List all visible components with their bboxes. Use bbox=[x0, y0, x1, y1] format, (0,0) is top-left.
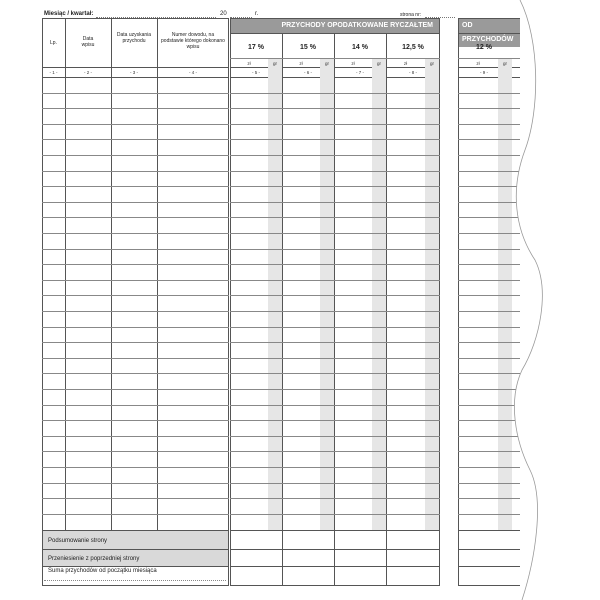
entry-row-line bbox=[230, 124, 440, 125]
column-number: - 3 - bbox=[129, 70, 138, 75]
entry-row-line bbox=[230, 327, 440, 328]
entry-row-line bbox=[230, 186, 440, 187]
rate-12-5: 12,5 % bbox=[402, 44, 424, 51]
column-number: - 9 - bbox=[479, 70, 488, 75]
entry-row-line bbox=[42, 280, 229, 281]
entry-row-line bbox=[42, 295, 229, 296]
entry-row-line bbox=[42, 171, 229, 172]
unit-zl: zł bbox=[351, 61, 355, 66]
second-group-title: OD PRZYCHODÓW bbox=[459, 19, 520, 47]
rate-17: 17 % bbox=[248, 44, 264, 51]
entry-row-line bbox=[42, 155, 229, 156]
column-number: - 2 - bbox=[83, 70, 92, 75]
entry-row-line bbox=[42, 202, 229, 203]
column-number: - 7 - bbox=[355, 70, 364, 75]
entry-row-line bbox=[42, 514, 229, 515]
entry-row-line bbox=[230, 498, 440, 499]
entry-row-line bbox=[42, 233, 229, 234]
column-number: - 8 - bbox=[408, 70, 417, 75]
entry-row-line bbox=[230, 108, 440, 109]
entry-row-line bbox=[230, 405, 440, 406]
entry-row-line bbox=[230, 389, 440, 390]
entry-row-line bbox=[230, 311, 440, 312]
entry-row-line bbox=[42, 405, 229, 406]
entry-row-line bbox=[42, 249, 229, 250]
column-number: - 1 - bbox=[49, 70, 58, 75]
unit-gr: gr bbox=[324, 61, 329, 66]
entry-row-line bbox=[230, 233, 440, 234]
entry-row-line bbox=[230, 436, 440, 437]
carried-over-label: Przeniesienie z poprzedniej strony bbox=[48, 556, 140, 562]
entry-row-line bbox=[230, 342, 440, 343]
entry-row-line bbox=[42, 373, 229, 374]
entry-row-line bbox=[230, 467, 440, 468]
entry-row-line bbox=[230, 451, 440, 452]
unit-gr: gr bbox=[376, 61, 381, 66]
entry-row-line bbox=[230, 420, 440, 421]
page-number-label: strona nr: bbox=[400, 12, 422, 18]
column-number: - 4 - bbox=[188, 70, 197, 75]
entry-row-line bbox=[230, 264, 440, 265]
entry-row-line bbox=[230, 483, 440, 484]
unit-zl: zł bbox=[299, 61, 303, 66]
revenue-group-title: PRZYCHODY OPODATKOWANE RYCZAŁTEM bbox=[231, 19, 439, 33]
unit-gr: gr bbox=[272, 61, 277, 66]
entry-row-line bbox=[42, 186, 229, 187]
revenue-table-frame bbox=[230, 18, 440, 586]
column-number: - 5 - bbox=[251, 70, 260, 75]
entry-row-line bbox=[42, 451, 229, 452]
unit-zl: zł bbox=[247, 61, 251, 66]
entry-row-line bbox=[230, 249, 440, 250]
entry-row-line bbox=[42, 498, 229, 499]
revenue-date-header: Data uzyskania przychodu bbox=[116, 32, 152, 44]
entry-row-line bbox=[42, 467, 229, 468]
document-number-header: Numer dowodu, na podstawie którego dokonano wpisu bbox=[161, 32, 225, 50]
entry-row-line bbox=[42, 217, 229, 218]
entry-row-line bbox=[230, 514, 440, 515]
entry-row-line bbox=[42, 311, 229, 312]
entry-row-line bbox=[230, 373, 440, 374]
entry-row-line bbox=[230, 93, 440, 94]
rate-14: 14 % bbox=[352, 44, 368, 51]
unit-zl: zł bbox=[476, 61, 480, 66]
month-quarter-label: Miesiąc / kwartał: bbox=[44, 11, 94, 17]
torn-edge-decoration bbox=[500, 0, 600, 600]
entry-row-line bbox=[230, 217, 440, 218]
entry-row-line bbox=[42, 93, 229, 94]
entry-row-line bbox=[42, 436, 229, 437]
month-total-label: Suma przychodów od początku miesiąca bbox=[48, 568, 157, 574]
entry-row-line bbox=[42, 342, 229, 343]
main-table-frame bbox=[42, 18, 229, 586]
rate-15: 15 % bbox=[300, 44, 316, 51]
year-suffix: r. bbox=[255, 11, 259, 17]
entry-row-line bbox=[230, 358, 440, 359]
lp-header: Lp. bbox=[50, 40, 57, 46]
entry-row-line bbox=[42, 108, 229, 109]
page-summary-label: Podsumowanie strony bbox=[48, 538, 108, 544]
entry-row-line bbox=[42, 389, 229, 390]
entry-row-line bbox=[42, 264, 229, 265]
entry-row-line bbox=[230, 155, 440, 156]
entry-row-line bbox=[230, 171, 440, 172]
entry-row-line bbox=[42, 124, 229, 125]
entry-row-line bbox=[230, 139, 440, 140]
entry-row-line bbox=[230, 202, 440, 203]
entry-row-line bbox=[42, 420, 229, 421]
unit-gr: gr bbox=[502, 61, 507, 66]
unit-gr: gr bbox=[429, 61, 434, 66]
entry-row-line bbox=[42, 483, 229, 484]
entry-date-header: Data wpisu bbox=[81, 36, 95, 48]
entry-row-line bbox=[42, 327, 229, 328]
year-prefix: 20 bbox=[220, 11, 227, 17]
rate-12: 12 % bbox=[476, 44, 492, 51]
entry-row-line bbox=[42, 139, 229, 140]
entry-row-line bbox=[42, 358, 229, 359]
unit-zl: zł bbox=[403, 61, 408, 66]
entry-row-line bbox=[230, 295, 440, 296]
entry-row-line bbox=[230, 280, 440, 281]
column-number: - 6 - bbox=[303, 70, 312, 75]
